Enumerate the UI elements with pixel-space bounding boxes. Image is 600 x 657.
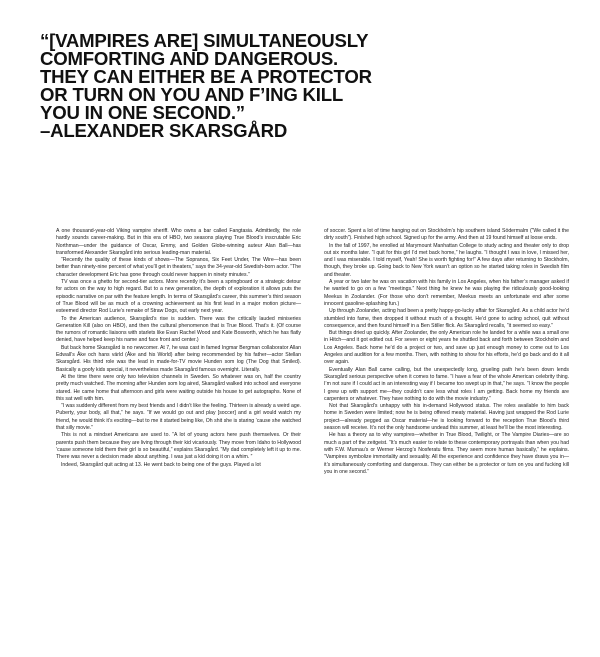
- paragraph: of soccer. Spent a lot of time hanging out on Stockholm’s hip southern island Södermalm (“We called it the dirty south”). Finished high school. Signed up for the army. And then at 19 found himself at loose ends.: [324, 228, 569, 242]
- paragraph: “I was suddenly different from my best friends and I didn’t like the feeling. Thirteen is already a weird age. Puberty, your body, all that,” he says. “If we would go out and play [soccer] and a girl would watch my friend, he would think it’s exciting—but to me it started being like, Oh shit she is staring ‘cause she watched that silly movie.”: [56, 403, 301, 432]
- pull-quote-line: COMFORTING AND DANGEROUS.: [40, 48, 339, 69]
- paragraph: TV was once a ghetto for second-tier actors. More recently it’s been a springboard or a strategic detour for actors on the way to high regard. But to a new generation, the depth of exploration it allows puts the episodic narrative on par with the feature length. In terms of Skarsgård’s career, this summer’s third season of True Blood will be as much of a crowning achievement as his first lead in a major motion picture—esteemed director Rod Lurie’s remake of Straw Dogs, out early next year.: [56, 279, 301, 315]
- paragraph: This is not a mindset Americans are used to. “A lot of young actors here push themselves. Or their parents push them because they are living through their kid vicariously. They move from Idaho to Hollywood ‘cause someone told them their girl is so beautiful,” explains Skarsgård. “My dad completely left it up to me. There was never a decision made about anything. I was just a kid doing it on a whim. ”: [56, 432, 301, 461]
- paragraph: But things dried up quickly. After Zoolander, the only American role he landed for a while was a small one in Hitch—and it got edited out. For seven or eight years he shuttled back and forth between Stockholm and Los Angeles. Back home he’d do a project or two, and save up just enough money to come out to Los Angeles and audition for a few months. Then, with nothing to show for his efforts, he’d go back and do it all over again.: [324, 330, 569, 366]
- pull-quote-line: YOU IN ONE SECOND.”: [40, 102, 245, 123]
- paragraph: Indeed, Skarsgård quit acting at 13. He went back to being one of the guys. Played a lot: [61, 461, 261, 468]
- pull-quote-line: THEY CAN EITHER BE A PROTECTOR: [40, 66, 372, 87]
- article-body: [56, 228, 570, 648]
- paragraph: He has a theory as to why vampires—whether in True Blood, Twilight, or The Vampire Diaries—are so much a part of the zeitgeist. “It’s much easier to relate to these contemporary portrayals than when you had with F.W. Murnau’s or Werner Herzog’s Nosferatu films. They seem more human basically,” he explains. “Vampires symbolize immortality and sexuality. All the experience and confidence they have draws you in—it’s simultaneously comforting and dangerous. They can either be a protector or turn on you and fucking kill you in one second.”: [324, 432, 569, 475]
- pull-quote: [40, 32, 570, 140]
- paragraph: At the time there were only two television channels in Sweden. So whatever was on, half the country pretty much watched. The morning after Hunden som log aired, Skarsgård walked into school and everyone stared. He came home that afternoon and girls were waiting outside his house to get autographs. None of this sat well with him.: [56, 373, 301, 402]
- paragraph: To the American audience, Skarsgård’s rise is sudden. There was the critically lauded miniseries Generation Kill (also on HBO), and then the cultural phenomenon that is True Blood. That’s it. (Of course the rumors of romantic liaisons with starlets like Evan Rachel Wood and Kate Bosworth, which he has flatly denied, have helped keep his name and face front and center.): [56, 315, 301, 344]
- paragraph: Eventually Alan Ball came calling, but the unexpectedly long, grueling path he’s been down lends Skarsgård serious perspective when it comes to fame. “I have a fear of the whole American celebrity thing. I’m not sure if I could act in an interesting way if I became too swept up in that,” he says. “I know the people I grew up with support me—they couldn’t care less what roles I am getting. Back home my friends are carpenters or whatever. They have nothing to do with the movie industry.”: [324, 366, 569, 402]
- paragraph: Up through Zoolander, acting had been a pretty happy-go-lucky affair for Skarsgård. As a child actor he’d stumbled into fame, then dropped it without much of a thought. He’d gone to acting school, quit without consequence, and then found himself in a Ben Stiller flick. As Skarsgård recalls, “it seemed so easy.”: [324, 308, 569, 329]
- pull-quote-attribution: –ALEXANDER SKARSGÅRD: [40, 120, 288, 141]
- paragraph: But back home Skarsgård is no newcomer. At 7, he was cast in famed Ingmar Bergman collaborator Allan Edwall’s Åke och hans värld (Åke and his World) after being recommended by his father—actor Stellan Skarsgård. His third role was the lead in made-for-TV movie Hunden som log (The Dog that Smiled). Basically a goofy kids special, it nevertheless made Skarsgård famous overnight. Literally.: [56, 344, 301, 373]
- pull-quote-line: “[VAMPIRES ARE] SIMULTANEOUSLY: [40, 30, 369, 51]
- paragraph: In the fall of 1997, he enrolled at Marymount Manhattan College to study acting and theater only to drop out six months later. “I quit for this girl I’d met back home,” he laughs. “I thought I was in love, I missed her, and I was miserable. I told myself, Yeah! She is worth fighting for!” A few days after returning to Stockholm, though, they broke up. Going back to New York wasn’t an option so he started taking roles in Swedish film and theater.: [324, 242, 569, 278]
- article-column-right: [324, 228, 569, 476]
- pull-quote-line: OR TURN ON YOU AND F’ING KILL: [40, 84, 344, 105]
- paragraph: A one thousand-year-old Viking vampire sheriff. Who owns a bar called Fangtasia. Admittedly, the role hardly sounds career-making. But in this era of HBO, two seasons playing True Blood’s inscrutable Eric Northman—under the guidance of Oscar, Emmy, and Golden Globe-winning auteur Alan Ball—has transformed Alexander Skarsgård into serious leading-man material.: [56, 228, 301, 256]
- paragraph: “Recently the quality of these kinds of shows—The Sopranos, Six Feet Under, The Wire—has been better than ninety-nine percent of what you’ll get in theaters,” says the 34-year-old Swedish-born actor. “The character development Eric has gone through could never happen in ninety minutes.”: [56, 257, 301, 278]
- paragraph: Not that Skarsgård’s unhappy with his in-demand Hollywood status. The roles available to him back home in Sweden were limited; now he is being offered meaty material. Having just wrapped the Rod Lurie project—already pegged as Oscar material—he is looking forward to the reception True Blood’s third season will receive. It’s not the only handsome undead this summer, at least he’ll be the most interesting.: [324, 403, 569, 432]
- article-column-left: [56, 228, 301, 469]
- paragraph: A year or two later he was on vacation with his family in Los Angeles, when his father’s manager asked if he wanted to go on a few “meetings.” Next thing he knew he was playing the ridiculously good-looking Meekus in Zoolander. (For those who don’t remember, Meekus meets an unfortunate end after some innocent gasoline-splashing fun.): [324, 279, 569, 307]
